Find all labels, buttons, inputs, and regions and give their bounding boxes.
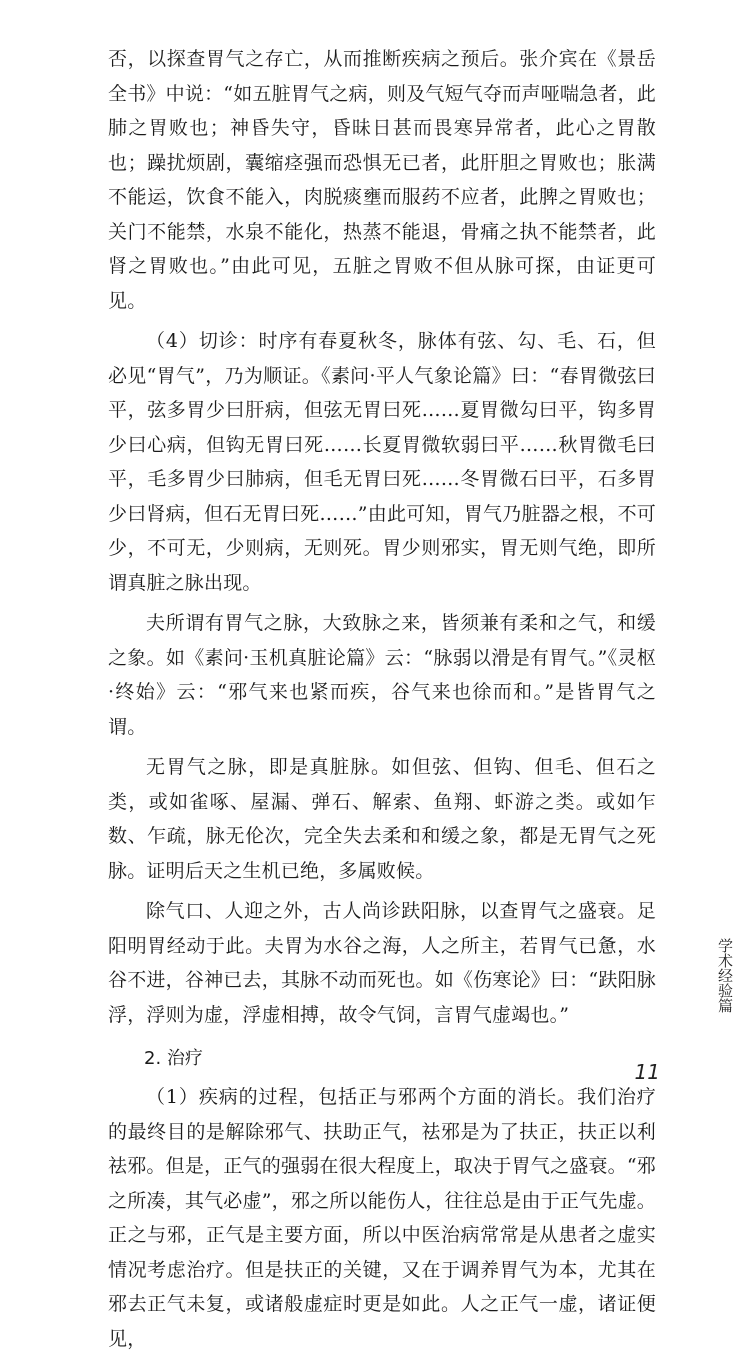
page-body (108, 42, 656, 1356)
paragraph-1: 否，以探查胃气之存亡，从而推断疾病之预后。张介宾在《景岳全书》中说：“如五脏胃气之病，则及气短气夺而声哑喘急者，此肺之胃败也；神昏失守，昏昧日甚而畏寒异常者，此心之胃散也；躁扰烦剧，囊缩痉强而恐惧无已者，此肝胆之胃败也；胀满不能运，饮食不能入，肉脱痰壅而服药不应者，此脾之胃败也；关门不能禁，水泉不能化，热蒸不能退，骨痛之执不能禁者，此肾之胃败也。”由此可见，五脏之胃败不但从脉可探，由证更可见。 (108, 48, 656, 312)
paragraph-5: 除气口、人迎之外，古人尚诊趺阳脉，以查胃气之盛衰。足阳明胃经动于此。夫胃为水谷之海，人之所主，若胃气已惫，水谷不进，谷神已去，其脉不动而死也。如《伤寒论》曰：“趺阳脉浮，浮则为虚，浮虚相搏，故令气饲，言胃气虚竭也。” (108, 900, 656, 1026)
side-tab-label: 学术经验篇 (716, 938, 734, 1013)
paragraph-3: 夫所谓有胃气之脉，大致脉之来，皆须兼有柔和之气，和缓之象。如《素问·玉机真脏论篇》云：“脉弱以滑是有胃气。”《灵枢·终始》云：“邪气来也紧而疾，谷气来也徐而和。”是皆胃气之谓。 (108, 612, 656, 738)
page-number: 11 (634, 1060, 660, 1084)
paragraph-4: 无胃气之脉，即是真脏脉。如但弦、但钩、但毛、但石之类，或如雀啄、屋漏、弹石、解索、鱼翔、虾游之类。或如乍数、乍疏，脉无伦次，完全失去柔和和缓之象，都是无胃气之死脉。证明后天之生机已绝，多属败候。 (108, 756, 656, 882)
section-heading: 2. 治疗 (144, 1048, 203, 1069)
section-paragraph-1: （1）疾病的过程，包括正与邪两个方面的消长。我们治疗的最终目的是解除邪气、扶助正气，祛邪是为了扶正，扶正以利祛邪。但是，正气的强弱在很大程度上，取决于胃气之盛衰。“邪之所凑，其气必虚”，邪之所以能伤人，往往总是由于正气先虚。正之与邪，正气是主要方面，所以中医治病常常是从患者之虚实情况考虑治疗。但是扶正的关键，又在于调养胃气为本，尤其在邪去正气未复，或诸般虚症时更是如此。人之正气一虚，诸证便见， (108, 1086, 656, 1350)
paragraph-2: （4）切诊：时序有春夏秋冬，脉体有弦、勾、毛、石，但必见“胃气”，乃为顺证。《素问·平人气象论篇》曰：“春胃微弦曰平，弦多胃少曰肝病，但弦无胃曰死……夏胃微勾曰平，钩多胃少曰心病，但钩无胃曰死……长夏胃微软弱曰平……秋胃微毛曰平，毛多胃少曰肺病，但毛无胃曰死……冬胃微石曰平，石多胃少曰肾病，但石无胃曰死……”由此可知，胃气乃脏器之根，不可少，不可无，少则病，无则死。胃少则邪实，胃无则气绝，即所谓真脏之脉出现。 (108, 330, 656, 594)
